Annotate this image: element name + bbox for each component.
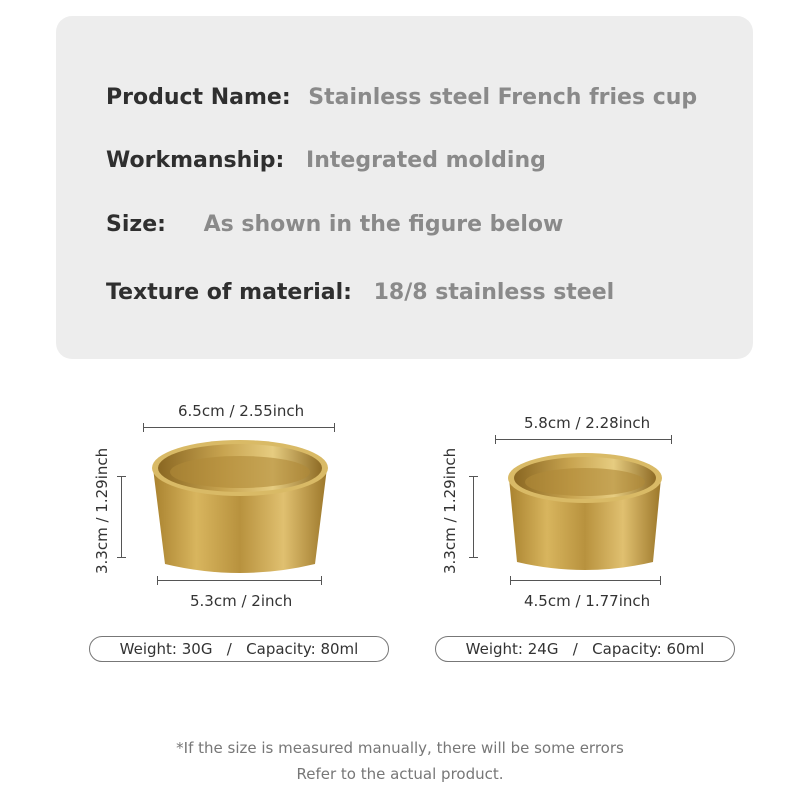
spec-value: Integrated molding xyxy=(306,148,546,173)
tick xyxy=(660,576,661,585)
spec-value: As shown in the figure below xyxy=(203,212,564,237)
spec-label: Product Name: xyxy=(106,85,291,110)
cup1-top-dimension-line xyxy=(143,427,335,428)
spec-workmanship xyxy=(106,147,546,175)
spec-value: Stainless steel French fries cup xyxy=(308,85,698,110)
tick xyxy=(334,423,335,432)
capacity-value: 80ml xyxy=(320,640,359,658)
spec-texture xyxy=(106,279,614,307)
cup1-height-label: 3.3cm / 1.29inch xyxy=(93,447,111,574)
weight-label: Weight: xyxy=(119,640,177,658)
footnote-line-1: *If the size is measured manually, there will be some errors xyxy=(176,739,624,757)
cup2-height-label: 3.3cm / 1.29inch xyxy=(441,447,459,574)
tick xyxy=(117,476,126,477)
cup2-top-width-label: 5.8cm / 2.28inch xyxy=(524,414,651,432)
separator: / xyxy=(572,640,578,658)
tick xyxy=(671,435,672,444)
capacity-value: 60ml xyxy=(666,640,705,658)
weight-value: 30G xyxy=(181,640,213,658)
footnote-line-2: Refer to the actual product. xyxy=(296,765,504,783)
spec-value: 18/8 stainless steel xyxy=(373,280,615,305)
capacity-label: Capacity: xyxy=(246,640,316,658)
cup2-top-dimension-line xyxy=(495,439,672,440)
capacity-label: Capacity: xyxy=(592,640,662,658)
cup1-bottom-width-label: 5.3cm / 2inch xyxy=(190,592,293,610)
spec-label: Workmanship: xyxy=(106,148,285,173)
cup1-weight-capacity-pill xyxy=(89,636,389,662)
cup2-weight-capacity-pill xyxy=(435,636,735,662)
cup2-bottom-dimension-line xyxy=(510,580,661,581)
cup1-height-dimension-line xyxy=(121,476,122,558)
tick xyxy=(117,557,126,558)
cup2-height-dimension-line xyxy=(473,476,474,558)
separator: / xyxy=(226,640,232,658)
cup2-image xyxy=(503,448,667,574)
spec-size xyxy=(106,211,563,239)
cup1-image xyxy=(145,436,335,576)
spec-card xyxy=(56,16,753,359)
tick xyxy=(510,576,511,585)
tick xyxy=(469,557,478,558)
tick xyxy=(321,576,322,585)
weight-label: Weight: xyxy=(465,640,523,658)
cup1-top-width-label: 6.5cm / 2.55inch xyxy=(178,402,305,420)
cup1-bottom-dimension-line xyxy=(157,580,322,581)
tick xyxy=(469,476,478,477)
weight-value: 24G xyxy=(527,640,559,658)
spec-label: Texture of material: xyxy=(106,280,352,305)
tick xyxy=(143,423,144,432)
spec-product-name xyxy=(106,84,697,112)
spec-label: Size: xyxy=(106,212,166,237)
tick xyxy=(157,576,158,585)
tick xyxy=(495,435,496,444)
cup2-bottom-width-label: 4.5cm / 1.77inch xyxy=(524,592,651,610)
